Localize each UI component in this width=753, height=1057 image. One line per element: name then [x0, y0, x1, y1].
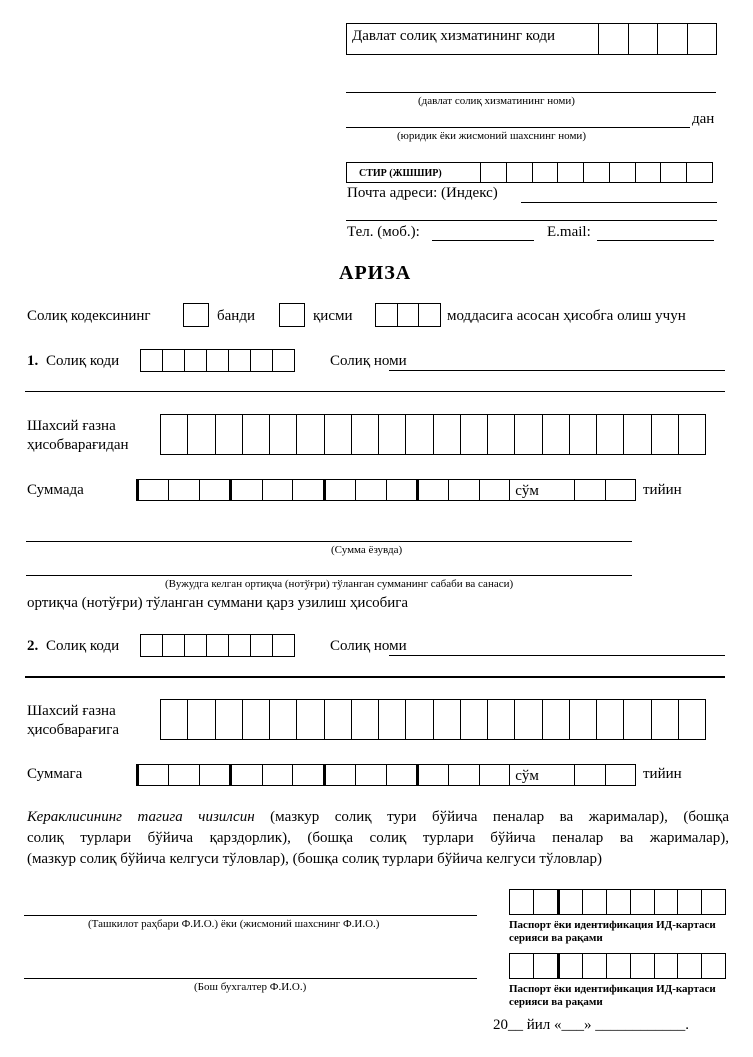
section2-tax-name-field[interactable] — [389, 655, 725, 656]
tax-service-name-caption: (давлат солиқ хизматининг номи) — [418, 95, 575, 107]
stir-cell[interactable] — [609, 163, 635, 182]
stir-cell[interactable] — [506, 163, 532, 182]
tax-service-name-field[interactable] — [346, 92, 716, 93]
section2-tax-code-label: Солиқ коди — [46, 638, 120, 654]
email-field[interactable] — [597, 240, 714, 241]
accountant-signature-caption: (Бош бухгалтер Ф.И.О.) — [194, 981, 307, 993]
code-cell[interactable] — [657, 24, 687, 54]
stir-label-cell: СТИР (ЖШШИР) — [359, 168, 442, 179]
section1-tax-name-field[interactable] — [389, 370, 725, 371]
section-divider — [25, 676, 725, 678]
phone-field[interactable] — [432, 240, 534, 241]
purpose-text: ортиқча (нотўғри) тўланган суммани қарз узилиш ҳисобига — [27, 595, 409, 611]
head-signature-field[interactable] — [24, 915, 477, 916]
stir-cell[interactable] — [557, 163, 583, 182]
stir-cell[interactable] — [686, 163, 712, 182]
section1-tax-code-label: Солиқ коди — [46, 353, 120, 369]
stir-cell[interactable] — [480, 163, 506, 182]
section2-amount-label: Суммага — [27, 766, 83, 782]
section2-account-box[interactable] — [160, 699, 706, 740]
tax-service-code-box — [346, 23, 717, 55]
passport-caption-2: Паспорт ёки идентификация ИД-картаси серияси ва рақами — [509, 983, 716, 1008]
note-italic: Кераклисининг тагига чизилсин — [27, 809, 255, 825]
date-field[interactable]: 20__ йил «___» ____________. — [493, 1017, 690, 1033]
stir-cell[interactable] — [635, 163, 661, 182]
section2-account-label-2: ҳисобварағига — [27, 722, 120, 738]
section1-tiyin-label: тийин — [643, 482, 682, 498]
article-label: моддасига асосан ҳисобга олиш учун — [447, 308, 686, 324]
clause-label: банди — [217, 308, 255, 324]
section2-number: 2. — [27, 638, 39, 654]
section1-tax-code-box[interactable] — [140, 349, 295, 372]
section1-sum-label: сўм — [509, 480, 574, 500]
postal-address-label: Почта адреси: (Индекс) — [347, 185, 498, 201]
section2-account-label-1: Шахсий ғазна — [27, 703, 116, 719]
note-text — [27, 807, 729, 870]
document-title: АРИЗА — [339, 262, 412, 284]
from-suffix: дан — [692, 111, 715, 127]
reason-field[interactable] — [26, 575, 632, 576]
postal-address-field[interactable] — [521, 202, 717, 203]
code-label: Солиқ кодексининг — [27, 308, 151, 324]
section1-account-box[interactable] — [160, 414, 706, 455]
accountant-signature-field[interactable] — [24, 978, 477, 979]
note-line1: (мазкур солиқ тури бўйича пеналар ва жарималар), (бошқа — [254, 809, 729, 825]
note-line3: (мазкур солиқ бўйича келгуси тўловлар), (бошқа солиқ турлари бўйича келгуси тўловлар) — [27, 851, 602, 867]
code-cell[interactable] — [628, 24, 658, 54]
stir-cell[interactable] — [583, 163, 609, 182]
clause-box[interactable] — [183, 303, 209, 327]
tax-service-code-label-cell: Давлат солиқ хизматининг коди — [352, 28, 556, 44]
part-box[interactable] — [279, 303, 305, 327]
amount-words-field[interactable] — [26, 541, 632, 542]
note-line2: солиқ турлари бўйича қарздорлик), (бошқа солиқ турлари бўйича пеналар ва жарималар), — [27, 830, 729, 846]
section2-tiyin-label: тийин — [643, 766, 682, 782]
section2-amount-box[interactable] — [136, 764, 636, 786]
section-divider — [25, 391, 725, 392]
amount-words-caption: (Сумма ёзувда) — [331, 544, 403, 556]
section1-amount-label: Суммада — [27, 482, 84, 498]
section2-tax-code-box[interactable] — [140, 634, 295, 657]
applicant-name-caption: (юридик ёки жисмоний шахснинг номи) — [397, 130, 586, 142]
article-box[interactable] — [375, 303, 441, 327]
section2-sum-label: сўм — [509, 765, 574, 785]
stir-box — [346, 162, 713, 183]
stir-cell[interactable] — [532, 163, 558, 182]
passport-box-1[interactable] — [509, 889, 726, 915]
part-label: қисми — [313, 308, 353, 324]
phone-label: Тел. (моб.): — [347, 224, 420, 240]
section1-amount-box[interactable] — [136, 479, 636, 501]
code-cell[interactable] — [687, 24, 717, 54]
section1-tax-name-label: Солиқ номи — [330, 353, 407, 369]
postal-address-field-2[interactable] — [346, 220, 717, 221]
applicant-name-field[interactable] — [346, 127, 690, 128]
email-label: E.mail: — [547, 224, 591, 240]
head-signature-caption: (Ташкилот раҳбари Ф.И.О.) ёки (жисмоний шахснинг Ф.И.О.) — [88, 918, 380, 930]
section1-account-label-1: Шахсий ғазна — [27, 418, 116, 434]
reason-caption: (Вужудга келган ортиқча (нотўғри) тўланган сумманинг сабаби ва санаси) — [165, 578, 514, 590]
section2-tax-name-label: Солиқ номи — [330, 638, 407, 654]
stir-cell[interactable] — [660, 163, 686, 182]
code-cell[interactable] — [598, 24, 628, 54]
passport-caption-1: Паспорт ёки идентификация ИД-картаси серияси ва рақами — [509, 919, 716, 944]
section1-number: 1. — [27, 353, 39, 369]
passport-box-2[interactable] — [509, 953, 726, 979]
section1-account-label-2: ҳисобварағидан — [27, 437, 129, 453]
